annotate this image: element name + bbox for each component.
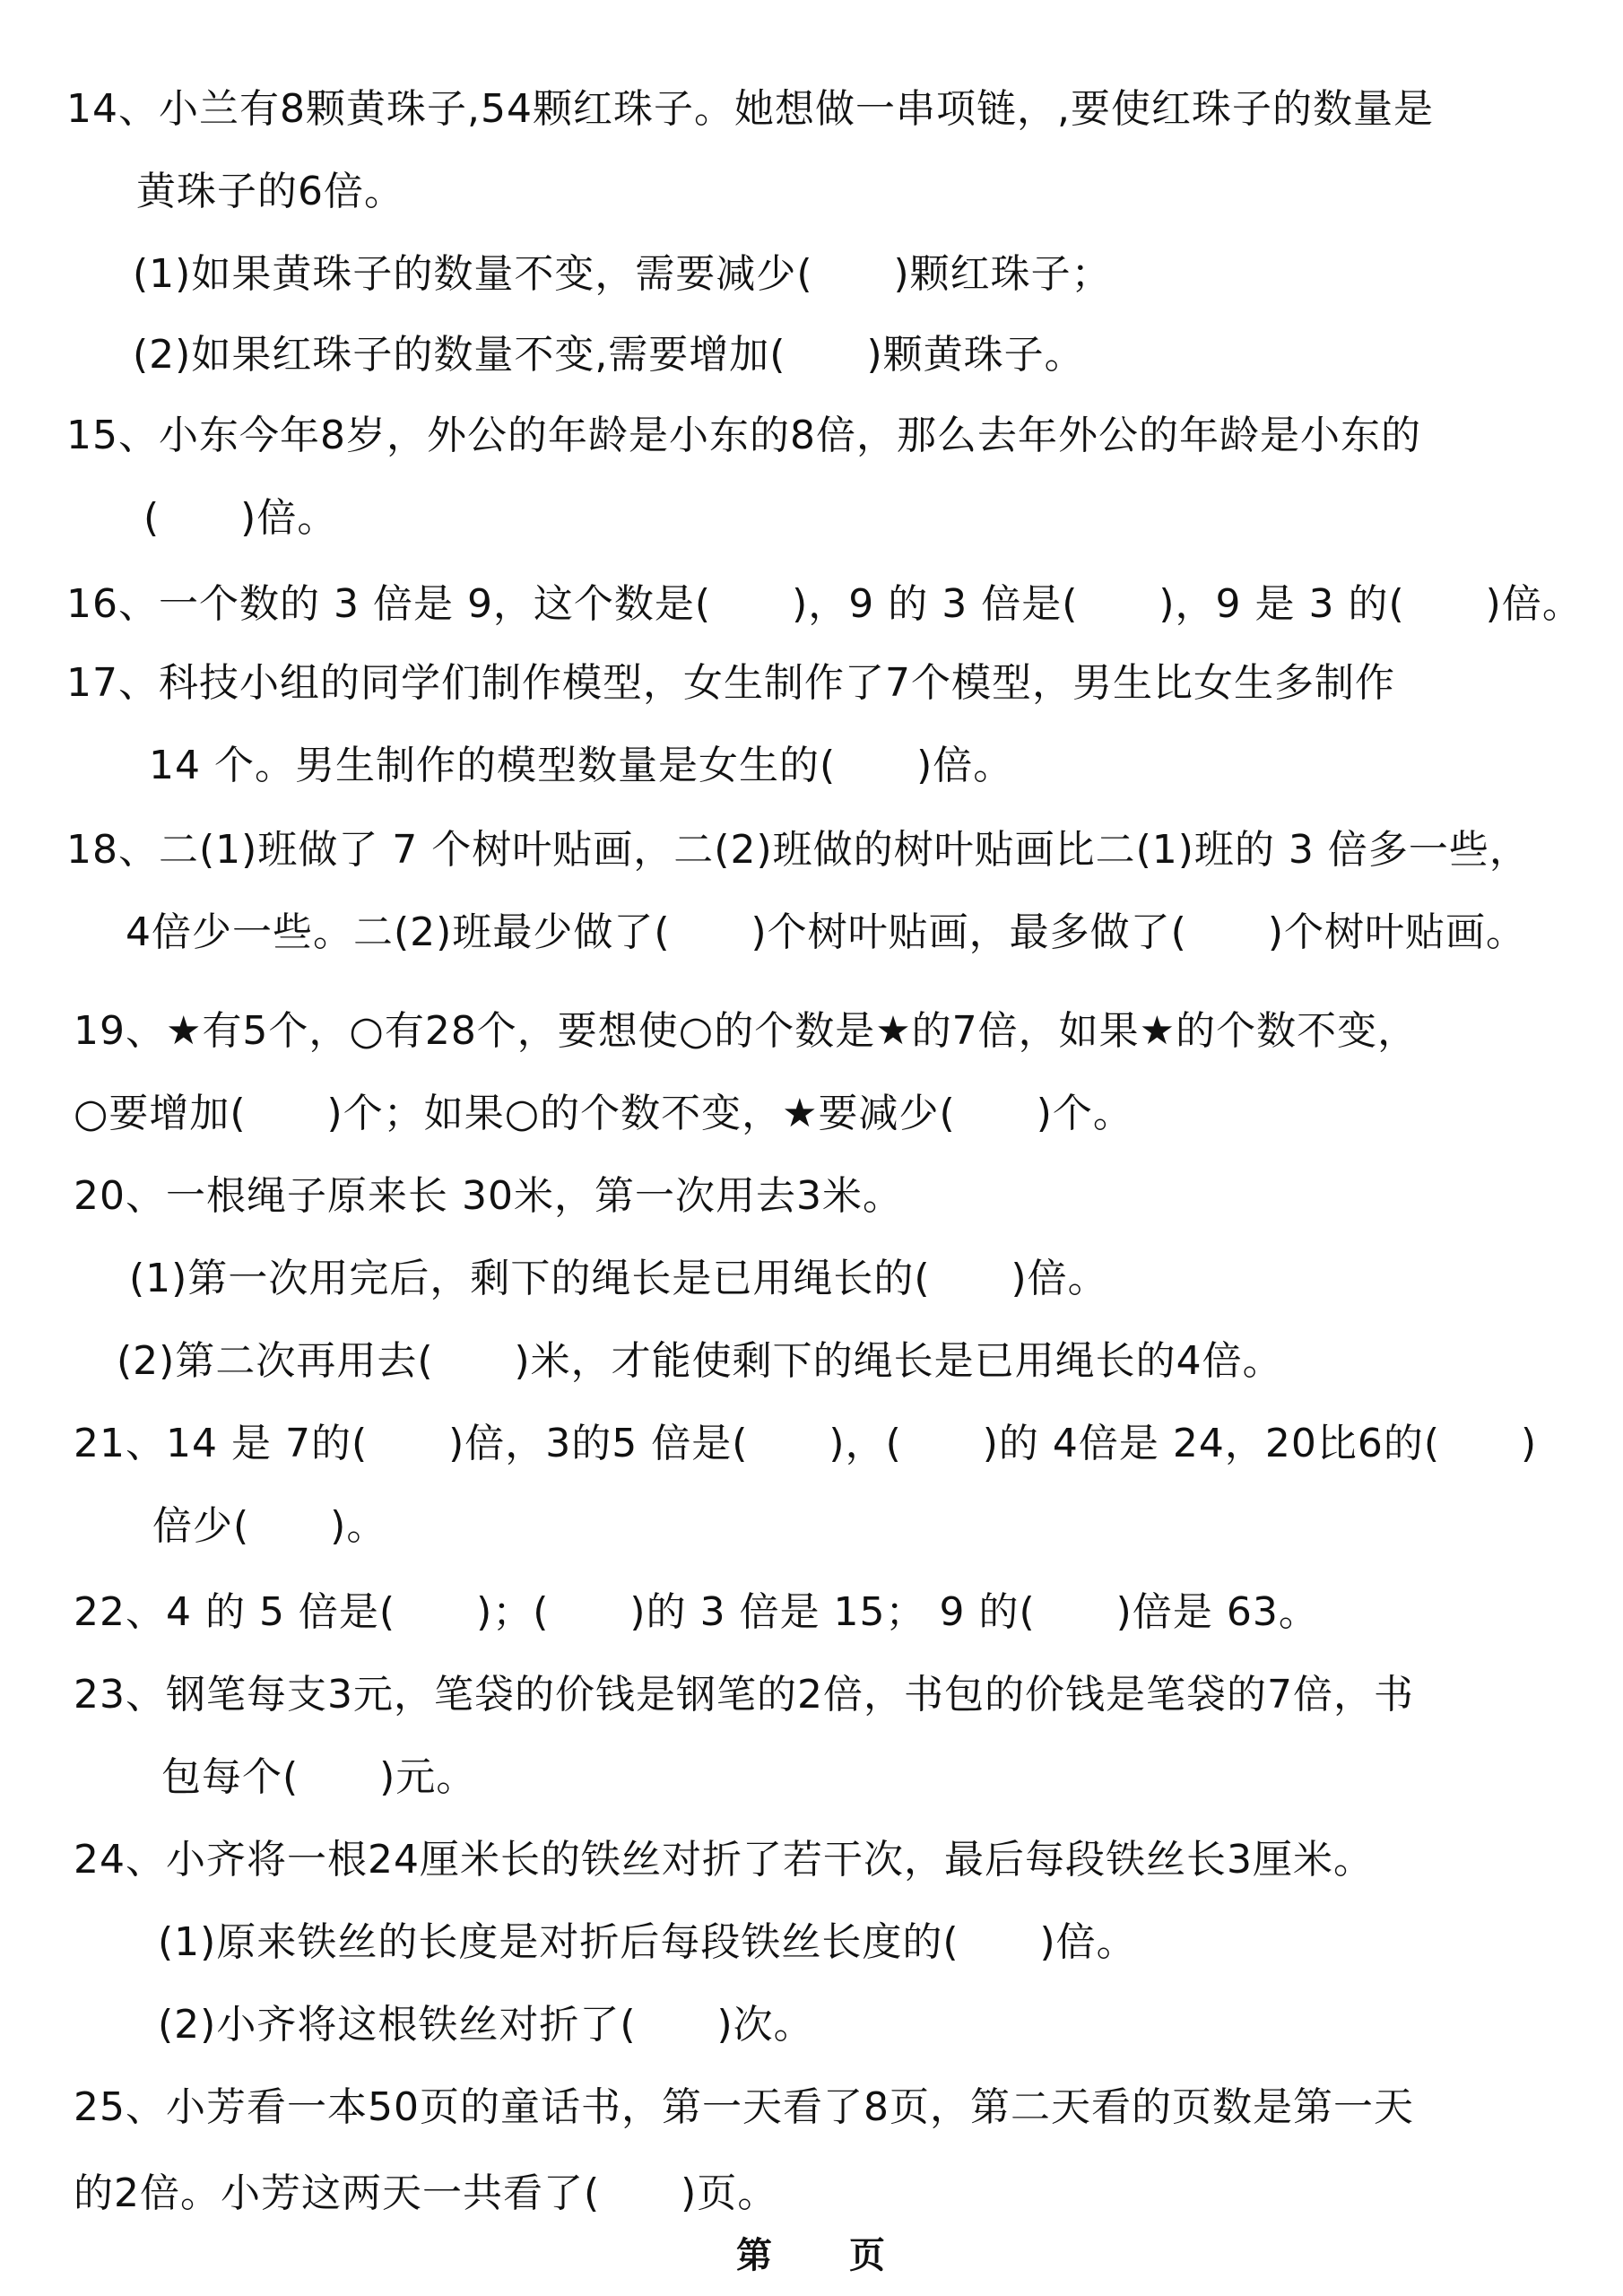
question-17-line-1: 17、科技小组的同学们制作模型，女生制作了7个模型，男生比女生多制作 [66,660,1395,706]
question-19-line-2: ○要增加( )个；如果○的个数不变，★要减少( )个。 [74,1091,1133,1136]
question-14-sub-2: (2)如果红珠子的数量不变,需要增加( )颗黄珠子。 [133,332,1085,378]
question-18-line-2: 4倍少一些。二(2)班最少做了( )个树叶贴画，最多做了( )个树叶贴画。 [126,909,1526,955]
question-22-line-1: 22、4 的 5 倍是( )；( )的 3 倍是 15； 9 的( )倍是 63。 [74,1589,1319,1635]
question-23-line-1: 23、钢笔每支3元，笔袋的价钱是钢笔的2倍，书包的价钱是笔袋的7倍，书 [74,1672,1414,1718]
question-21-line-1: 21、14 是 7的( )倍，3的5 倍是( )，( )的 4倍是 24，20比6的( ) [74,1421,1538,1466]
question-24-sub-2: (2)小齐将这根铁丝对折了( )次。 [158,2002,814,2048]
question-19-line-1: 19、★有5个，○有28个，要想使○的个数是★的7倍，如果★的个数不变， [74,1008,1419,1054]
question-20-sub-1: (1)第一次用完后，剩下的绳长是已用绳长的( )倍。 [129,1256,1108,1301]
question-15-line-1: 15、小东今年8岁，外公的年龄是小东的8倍，那么去年外公的年龄是小东的 [66,413,1421,458]
question-25-line-1: 25、小芳看一本50页的童话书，第一天看了8页，第二天看的页数是第一天 [74,2084,1414,2130]
question-24-sub-1: (1)原来铁丝的长度是对折后每段铁丝长度的( )倍。 [158,1919,1137,1965]
question-21-line-2: 倍少( )。 [152,1503,387,1549]
question-14-line-2: 黄珠子的6倍。 [136,169,404,214]
question-20-sub-2: (2)第二次再用去( )米，才能使剩下的绳长是已用绳长的4倍。 [117,1338,1283,1384]
question-23-line-2: 包每个( )元。 [161,1754,477,1800]
question-24-line-1: 24、小齐将一根24厘米长的铁丝对折了若干次，最后每段铁丝长3厘米。 [74,1837,1374,1883]
question-18-line-1: 18、二(1)班做了 7 个树叶贴画，二(2)班做的树叶贴画比二(1)班的 3 倍多一些， [66,827,1530,873]
question-16-line-1: 16、一个数的 3 倍是 9，这个数是( )，9 的 3 倍是( )，9 是 3 的( )倍。 [66,581,1583,627]
question-17-line-2: 14 个。男生制作的模型数量是女生的( )倍。 [149,743,1014,788]
question-14-line-1: 14、小兰有8颗黄珠子,54颗红珠子。她想做一串项链，,要使红珠子的数量是 [66,86,1434,132]
question-25-line-2: 的2倍。小芳这两天一共看了( )页。 [74,2170,778,2216]
page-number-footer: 第 页 [736,2234,887,2276]
question-14-sub-1: (1)如果黄珠子的数量不变，需要减少( )颗红珠子； [133,251,1112,297]
question-15-line-2: ( )倍。 [143,495,338,541]
question-20-line-1: 20、一根绳子原来长 30米，第一次用去3米。 [74,1173,903,1219]
